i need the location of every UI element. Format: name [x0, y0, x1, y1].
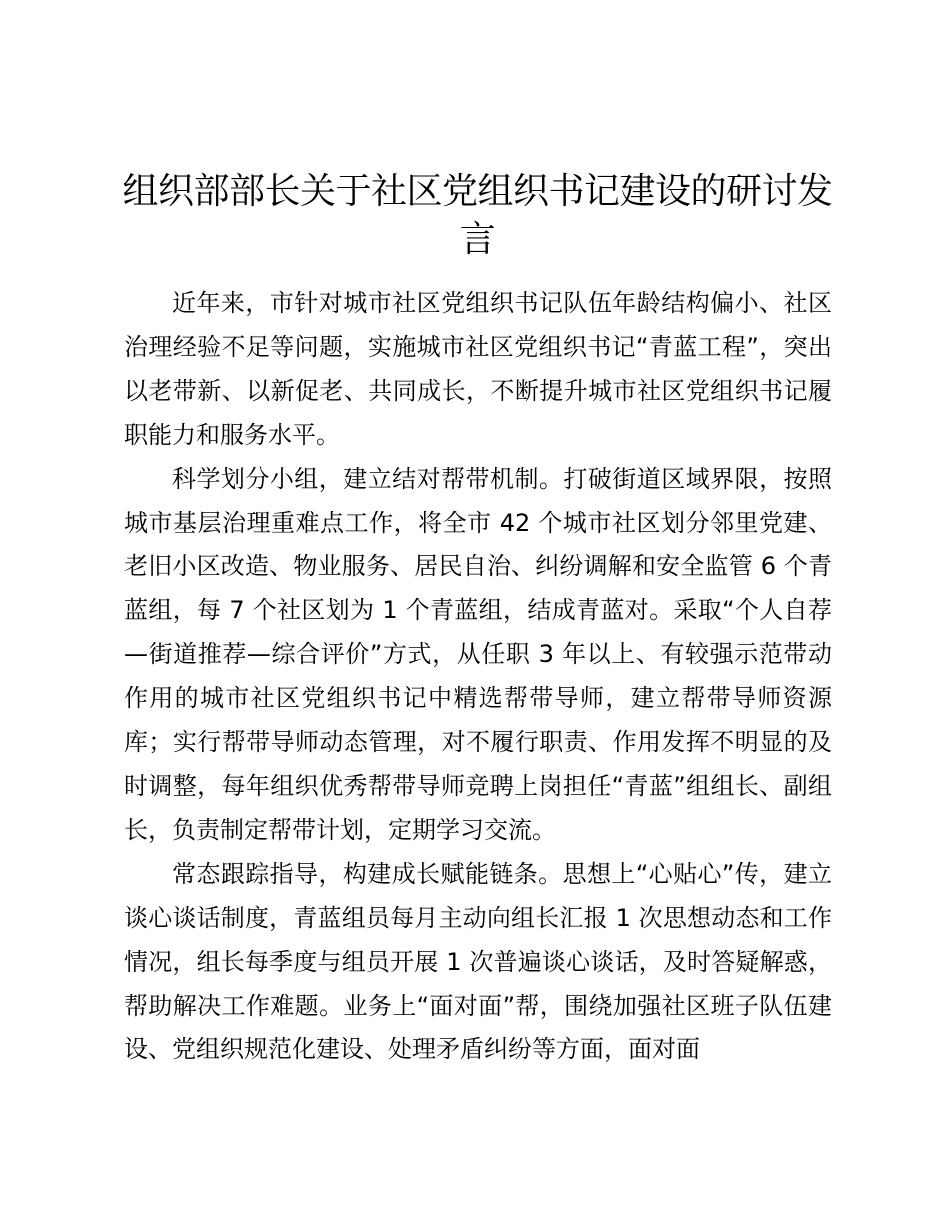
paragraph-intro: 近年来，市针对城市社区党组织书记队伍年龄结构偏小、社区治理经验不足等问题，实施城市社区党组织书记“青蓝工程”，突出以老带新、以新促老、共同成长，不断提升城市社区党组织书记履职能力和服务水平。 [124, 289, 832, 449]
paragraph-grouping: 科学划分小组，建立结对帮带机制。打破街道区域界限，按照城市基层治理重难点工作，将全市 42 个城市社区划分邻里党建、老旧小区改造、物业服务、居民自治、纠纷调解和安全监管 6 个青蓝组，每 7 个社区划为 1 个青蓝组，结成青蓝对。采取“个人自荐—街道推荐—综合评价”方式，从任职 3 年以上、有较强示范带动作用的城市社区党组织书记中精选帮带导师，建立帮带导师资源库；实行帮带导师动态管理，对不履行职责、作用发挥不明显的及时调整，每年组织优秀帮带导师竞聘上岗担任“青蓝”组组长、副组长，负责制定帮带计划，定期学习交流。 [124, 464, 832, 844]
document-body [124, 282, 832, 1072]
document-title: 组织部部长关于社区党组织书记建设的研讨发言 [122, 171, 833, 260]
paragraph-guidance: 常态跟踪指导，构建成长赋能链条。思想上“心贴心”传，建立谈心谈话制度，青蓝组员每月主动向组长汇报 1 次思想动态和工作情况，组长每季度与组员开展 1 次普遍谈心谈话，及时答疑解惑，帮助解决工作难题。业务上“面对面”帮，围绕加强社区班子队伍建设、党组织规范化建设、处理矛盾纠纷等方面，面对面 [124, 859, 832, 1064]
